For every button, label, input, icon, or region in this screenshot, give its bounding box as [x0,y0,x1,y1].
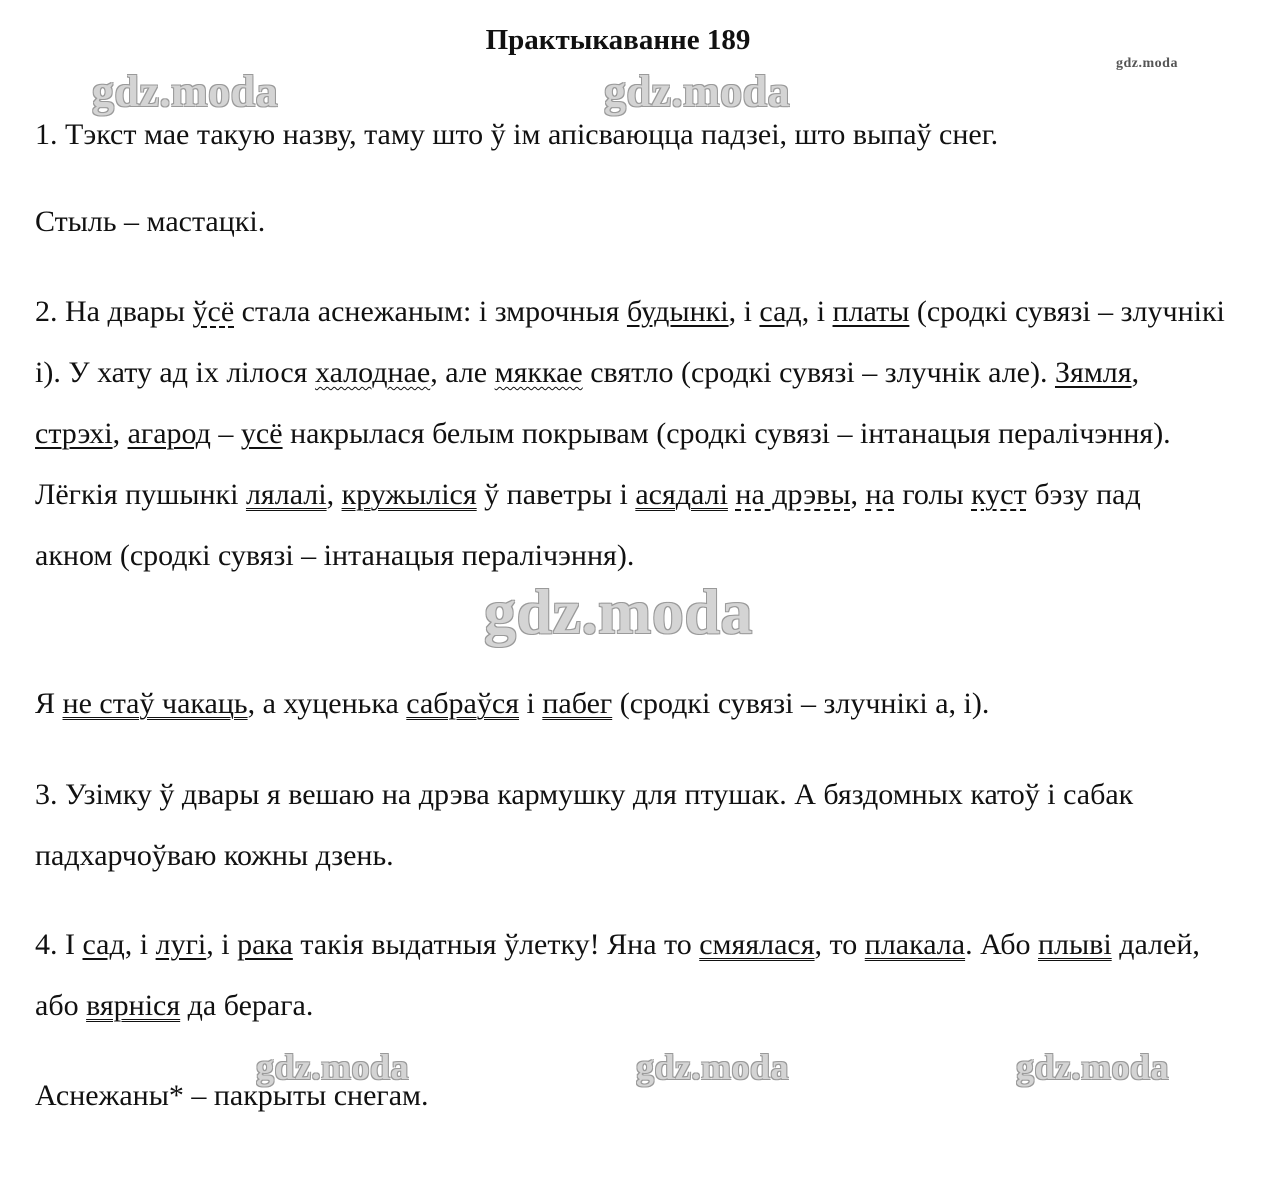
text-run: стала аснежаным: і змрочныя [234,295,627,328]
watermark-center: gdz.moda [484,576,753,647]
text-run: накрылася белым покрывам (сродкі сувязі – інтанацыя пералічэння). Лёгкія пушынкі [35,417,1171,511]
text-run: – [210,417,241,450]
attribute-word: мяккае [494,356,583,389]
object-word: на дрэвы [735,478,851,511]
watermark-small: gdz.moda [1116,56,1178,71]
text-run: , то [814,928,865,961]
definition-line: Аснежаны* – пакрыты снегам. [35,1079,429,1112]
text-run: 2. На двары [35,295,193,328]
text-run: , а хуценька [247,687,407,720]
subject-word: рака [237,928,293,961]
answer-4-paragraph [35,914,1225,1036]
watermark-bottom-center: gdz.moda [636,1047,790,1087]
text-run: , [112,417,128,450]
text-run: такія выдатныя ўлетку! Яна то [292,928,700,961]
predicate-word: пабег [542,687,613,720]
text-run: , і [206,928,238,961]
answer-3-paragraph: 3. Узімку ў двары я вешаю на дрэва кармушку для птушак. А бяздомных катоў і сабак падхарчоўваю кожны дзень. [35,778,1134,872]
text-run: ў паветры і [476,478,636,511]
subject-word: Зямля [1054,356,1132,389]
subject-word: будынкі [626,295,729,328]
subject-word: сад [759,295,802,328]
text-run: , і [801,295,833,328]
text-run: бэзу пад акном (сродкі сувязі – інтанацыя пералічэння). [35,478,1141,572]
text-run: , і [728,295,760,328]
text-run: далей, або [35,928,1200,1022]
answer-1-paragraph: 1. Тэкст мае такую назву, таму што ў ім апісваюцца падзеі, што выпаў снег. [35,118,999,151]
text-run: (сродкі сувязі – злучнікі і). У хату ад іх лілося [35,295,1225,389]
predicate-word: плыві [1038,928,1112,961]
subject-word: стрэхі [35,417,113,450]
text-run: і [519,687,543,720]
subject-word: сад [82,928,125,961]
predicate-word: не стаў чакаць [62,687,248,720]
text-run: , [850,478,866,511]
attribute-word: халоднае [314,356,431,389]
watermark-bottom-right: gdz.moda [1016,1047,1170,1087]
text-run: (сродкі сувязі – злучнікі а, і). [612,687,990,720]
text-run: , але [430,356,495,389]
text-run: , [1131,356,1140,389]
predicate-word: кружыліся [341,478,477,511]
text-run: , [326,478,342,511]
watermark-bottom-left: gdz.moda [256,1047,410,1087]
predicate-word: смяялася [699,928,815,961]
object-word: куст [971,478,1027,511]
subject-word: агарод [127,417,211,450]
subject-word: платы [832,295,910,328]
subject-word: усё [240,417,283,450]
text-run: , і [124,928,156,961]
text-run: . Або [965,928,1038,961]
sentence-paragraph [35,673,1235,734]
text-run: 4. І [35,928,83,961]
object-word: на [865,478,895,511]
answer-2-paragraph [35,281,1225,586]
predicate-word: асядалі [635,478,728,511]
predicate-word: сабраўся [406,687,519,720]
text-run: святло (сродкі сувязі – злучнік але). [582,356,1055,389]
predicate-word: вярніся [86,989,181,1022]
predicate-word: плакала [864,928,966,961]
predicate-word: лялалі [245,478,327,511]
style-line: Стыль – мастацкі. [35,205,266,238]
subject-word: ўсё [192,295,235,328]
text-run: да берага. [180,989,314,1022]
text-run: голы [894,478,972,511]
subject-word: лугі [155,928,207,961]
watermark-top-center: gdz.moda [604,67,791,116]
watermark-top-left: gdz.moda [92,67,279,116]
text-run: Я [35,687,63,720]
page-title: Практыкаванне 189 [485,24,751,56]
